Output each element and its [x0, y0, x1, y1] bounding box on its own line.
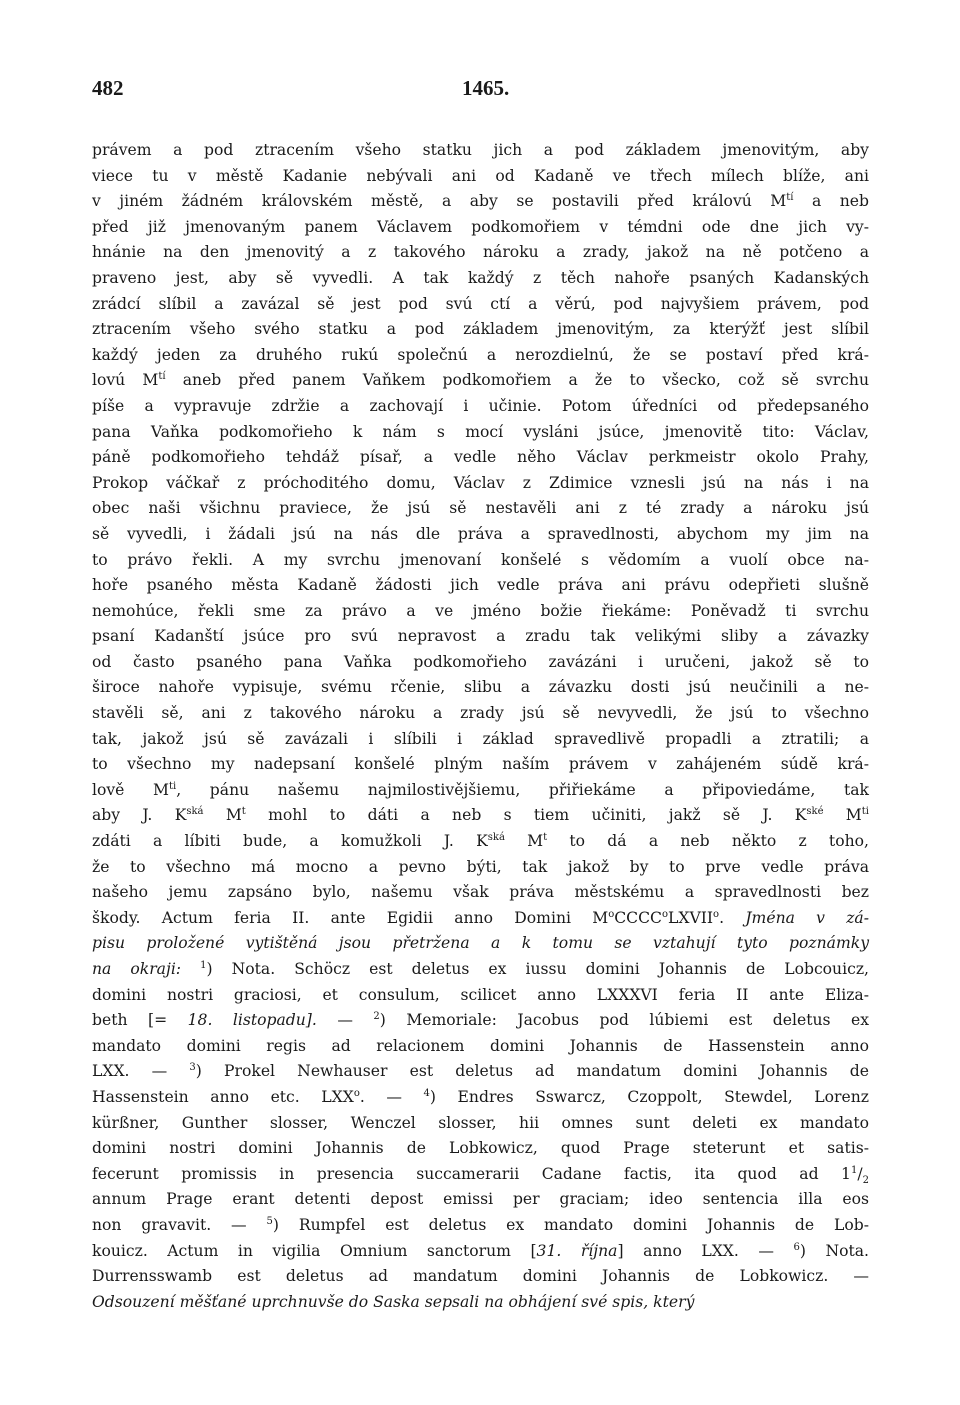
- text-line: zrádcí slíbil a zavázal sě jest pod svú ctí a věrú, pod najvyšiem právem, pod: [92, 294, 869, 313]
- text-line: LXX. — $^3$) Prokel Newhauser est deletus ad mandatum domini Johannis de: [92, 1062, 869, 1081]
- text-line: že to všechno má mocno a pevno býti, tak jakož by to prve vedle práva: [92, 857, 869, 876]
- text-line: ztracením všeho svého statku a pod základem jmenovitým, za kterýžť jest slíbil: [92, 320, 869, 339]
- text-line: zdáti a líbiti bude, a komužkoli J. $K^{ská}$ $M^t$ to dá a neb někto z toho,: [92, 832, 869, 851]
- text-line: hnánie na den jmenovitý a z takového nároku a zrady, jakož na ně potčeno a: [92, 243, 869, 262]
- text-line: kürßner, Gunther slosser, Wenczel slosser, hii omnes sunt deleti ex mandato: [92, 1113, 869, 1132]
- text-line: praveno jest, aby sě vyvedli. A tak každý z těch nahoře psaných Kadanských: [92, 268, 869, 287]
- text-line: pisu proložené vytištěná jsou přetržena a k tomu se vztahují tyto poznámky: [92, 934, 869, 953]
- text-line: Odsouzení měšťané uprchnuvše do Saska sepsali na obhájení své spis, který: [92, 1292, 695, 1311]
- text-line: hoře psaného města Kadaně žádosti jich vedle práva ani právu odepřieti slušně: [92, 576, 869, 595]
- text-line: obec naši všichnu praviece, že jsú sě nestavěli ani z té zrady a nároku jsú: [92, 499, 869, 518]
- text-line: pana Vaňka podkomořieho k nám s mocí vysláni jsúce, jmenovitě tito: Václav,: [92, 422, 869, 441]
- text-line: fecerunt promissis in presencia succamerarii Cadane factis, ita quod ad $1^1/_2$: [92, 1164, 869, 1186]
- text-line: kouicz. Actum in vigilia Omnium sanctorum [31. října] anno LXX. — $^6$) Nota.: [92, 1241, 870, 1260]
- text-line: před již jmenovaným panem Václavem podkomořiem v témdni ode dne jich vy-: [92, 217, 869, 236]
- text-line: lovú $M^{tí}$ aneb před panem Vaňkem podkomořiem a že to všecko, což sě svrchu: [92, 371, 870, 390]
- text-line: na okraji: $^1$) Nota. Schöcz est deletus ex iussu domini Johannis de Lobcouicz,: [92, 960, 869, 978]
- text-line: to všechno my nadepsaní konšelé plným naším právem v zahájeném súdě krá-: [92, 755, 869, 774]
- text-line: domini nostri graciosi, et consulum, scilicet anno LXXXVI feria II ante Eliza-: [92, 985, 869, 1004]
- text-line: mandato domini regis ad relacionem domini Johannis de Hassenstein anno: [92, 1036, 869, 1055]
- text-line: široce nahoře vypisuje, svému rčenie, slibu a závazku dosti jsú neučinili a ne-: [92, 678, 869, 697]
- text-line: píše a vypravuje zdržie a zachovají i učinie. Potom úředníci od předepsaného: [92, 396, 869, 415]
- text-line: beth [= 18. listopadu]. — $^2$) Memoriale: Jacobus pod lúbiemi est deletus ex: [92, 1011, 869, 1030]
- text-line: v jiném žádném královském městě, a aby se postavili před královú $M^{tí}$ a neb: [92, 192, 869, 211]
- text-line: škody. Actum feria II. ante Egidii anno Domini $M^oCCCC^oLXVII^o$. Jména v zá-: [92, 908, 869, 927]
- text-line: Durrensswamb est deletus ad mandatum domini Johannis de Lobkowicz. —: [92, 1267, 869, 1286]
- text-line: psaní Kadanští jsúce pro svú nepravost a zradu tak velikými sliby a závazky: [92, 627, 869, 646]
- text-line: to právo řekli. A my svrchu jmenovaní konšelé s vědomím a vuolí obce na-: [92, 550, 869, 569]
- text-line: stavěli sě, ani z takového nároku a zrady jsú sě nevyvedli, že jsú to všechno: [92, 704, 869, 723]
- text-line: sě vyvedli, i žádali jsú na nás dle práva a spravedlnosti, abychom my jim na: [92, 524, 869, 543]
- page-number: 482: [92, 76, 124, 100]
- running-header-year: 1465.: [462, 76, 510, 100]
- text-line: aby J. $K^{ská}$ $M^t$ mohl to dáti a neb s tiem učiniti, jakž sě J. $K^{ské}$ $M^{ti}$: [92, 806, 869, 825]
- text-line: Hassenstein anno etc. LXX$^o$. — $^4$) Endres Sswarcz, Czoppolt, Stewdel, Lorenz: [92, 1087, 869, 1106]
- text-line: non gravavit. — $^5$) Rumpfel est deletus ex mandato domini Johannis de Lob-: [92, 1215, 869, 1234]
- text-line: viece tu v městě Kadanie nebývali ani od Kadaně ve třech mílech blíže, ani: [92, 166, 869, 185]
- text-line: právem a pod ztracením všeho statku jich a pod základem jmenovitým, aby: [92, 141, 869, 159]
- text-line: lově $M^{ti}$, pánu našemu najmilostivějšiemu, přiřiekáme a připoviedáme, tak: [92, 780, 869, 799]
- text-line: tak, jakož jsú sě zavázali i slíbili i základ spravedlivě propadli a ztratili; a: [92, 729, 869, 748]
- text-line: nemohúce, řekli sme za právo a ve jméno božie řiekáme: Poněvadž ti svrchu: [92, 601, 869, 620]
- text-line: našeho jemu zapsáno bylo, našemu však práva městskému a spravedlnosti bez: [92, 883, 869, 902]
- text-line: každý jeden za druhého rukú společnú a nerozdielnú, že se postaví před krá-: [92, 345, 869, 364]
- text-line: domini nostri domini Johannis de Lobkowicz, quod Prage steterunt et satis-: [92, 1139, 869, 1158]
- text-line: páně podkomořieho tehdáž písař, a vedle něho Václav perkmeistr okolo Prahy,: [92, 448, 869, 467]
- text-line: Prokop váčkař z próchoditého domu, Václav z Zdimice vznesli jsú na nás i na: [92, 473, 869, 492]
- text-line: annum Prage erant detenti depost emissi per graciam; ideo sentencia illa eos: [92, 1190, 869, 1209]
- text-line: od často psaného pana Vaňka podkomořieho zavázáni i uručeni, jakož sě to: [92, 652, 869, 671]
- body-text: [92, 138, 869, 1315]
